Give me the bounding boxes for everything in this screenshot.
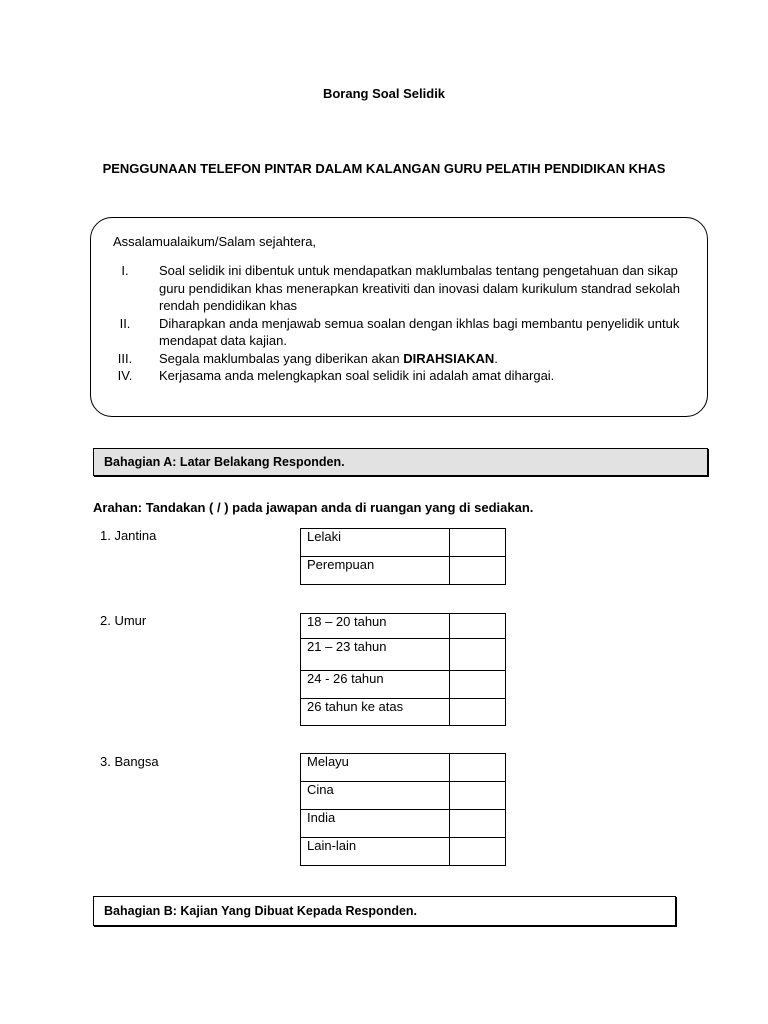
instruction: Arahan: Tandakan ( / ) pada jawapan anda di ruangan yang di sediakan. [93, 500, 534, 515]
question-label-race: 3. Bangsa [100, 754, 159, 769]
survey-subtitle: PENGGUNAAN TELEFON PINTAR DALAM KALANGAN GURU PELATIH PENDIDIKAN KHAS [102, 161, 666, 176]
option-row [301, 838, 506, 866]
intro-item-text: Kerjasama anda melengkapkan soal selidik ini adalah amat dihargai. [159, 368, 555, 383]
option-label: Cina [301, 782, 450, 810]
answer-checkbox[interactable] [450, 754, 506, 782]
option-row [301, 782, 506, 810]
intro-item-text: Diharapkan anda menjawab semua soalan dengan ikhlas bagi membantu penyelidik untuk mendapat data kajian. [159, 315, 680, 348]
answer-checkbox[interactable] [450, 639, 506, 671]
intro-item-text-part: Segala maklumbalas yang diberikan akan [159, 350, 404, 366]
option-row [301, 529, 506, 557]
option-row [301, 699, 506, 726]
option-row [301, 639, 506, 671]
intro-item-text [159, 350, 695, 368]
option-row [301, 810, 506, 838]
answer-checkbox[interactable] [450, 557, 506, 585]
intro-item-text: Soal selidik ini dibentuk untuk mendapatkan maklumbalas tentang pengetahuan dan sikap guru pendidikan khas menerapkan kreativiti dan inovasi dalam kurikulum standrad sekolah rendah pendidikan khas [159, 263, 681, 313]
option-label: 21 – 23 tahun [301, 639, 450, 671]
option-label: 18 – 20 tahun [301, 614, 450, 639]
option-label: Perempuan [301, 557, 450, 585]
intro-item-number: II. [119, 315, 131, 331]
option-label: Lelaki [301, 529, 450, 557]
intro-item [105, 315, 695, 350]
answer-checkbox[interactable] [450, 671, 506, 699]
intro-item [105, 350, 695, 368]
age-options-table [300, 613, 506, 726]
intro-item [105, 262, 695, 315]
option-label: India [301, 810, 450, 838]
answer-checkbox[interactable] [450, 810, 506, 838]
answer-checkbox[interactable] [450, 782, 506, 810]
greeting: Assalamualaikum/Salam sejahtera, [113, 234, 317, 249]
section-b-header: Bahagian B: Kajian Yang Dibuat Kepada Responden. [93, 896, 676, 926]
question-label-age: 2. Umur [100, 613, 147, 628]
intro-item-number: I. [121, 263, 129, 278]
confidential-emphasis: DIRAHSIAKAN [403, 350, 495, 366]
option-label: 26 tahun ke atas [301, 699, 450, 726]
intro-item [105, 367, 695, 385]
option-label: 24 - 26 tahun [301, 671, 450, 699]
form-title: Borang Soal Selidik [322, 86, 446, 101]
option-row [301, 614, 506, 639]
answer-checkbox[interactable] [450, 699, 506, 726]
gender-options-table [300, 528, 506, 585]
answer-checkbox[interactable] [450, 614, 506, 639]
intro-item-number: III. [117, 350, 133, 366]
option-row [301, 557, 506, 585]
option-row [301, 671, 506, 699]
race-options-table [300, 753, 506, 866]
intro-box [90, 217, 708, 417]
intro-item-text-part: . [494, 350, 498, 366]
option-label: Lain-lain [301, 838, 450, 866]
option-label: Melayu [301, 754, 450, 782]
section-a-header: Bahagian A: Latar Belakang Responden. [93, 448, 708, 476]
answer-checkbox[interactable] [450, 838, 506, 866]
intro-item-number: IV. [117, 368, 133, 383]
question-label-gender: 1. Jantina [100, 528, 157, 543]
answer-checkbox[interactable] [450, 529, 506, 557]
intro-list [105, 262, 695, 385]
option-row [301, 754, 506, 782]
